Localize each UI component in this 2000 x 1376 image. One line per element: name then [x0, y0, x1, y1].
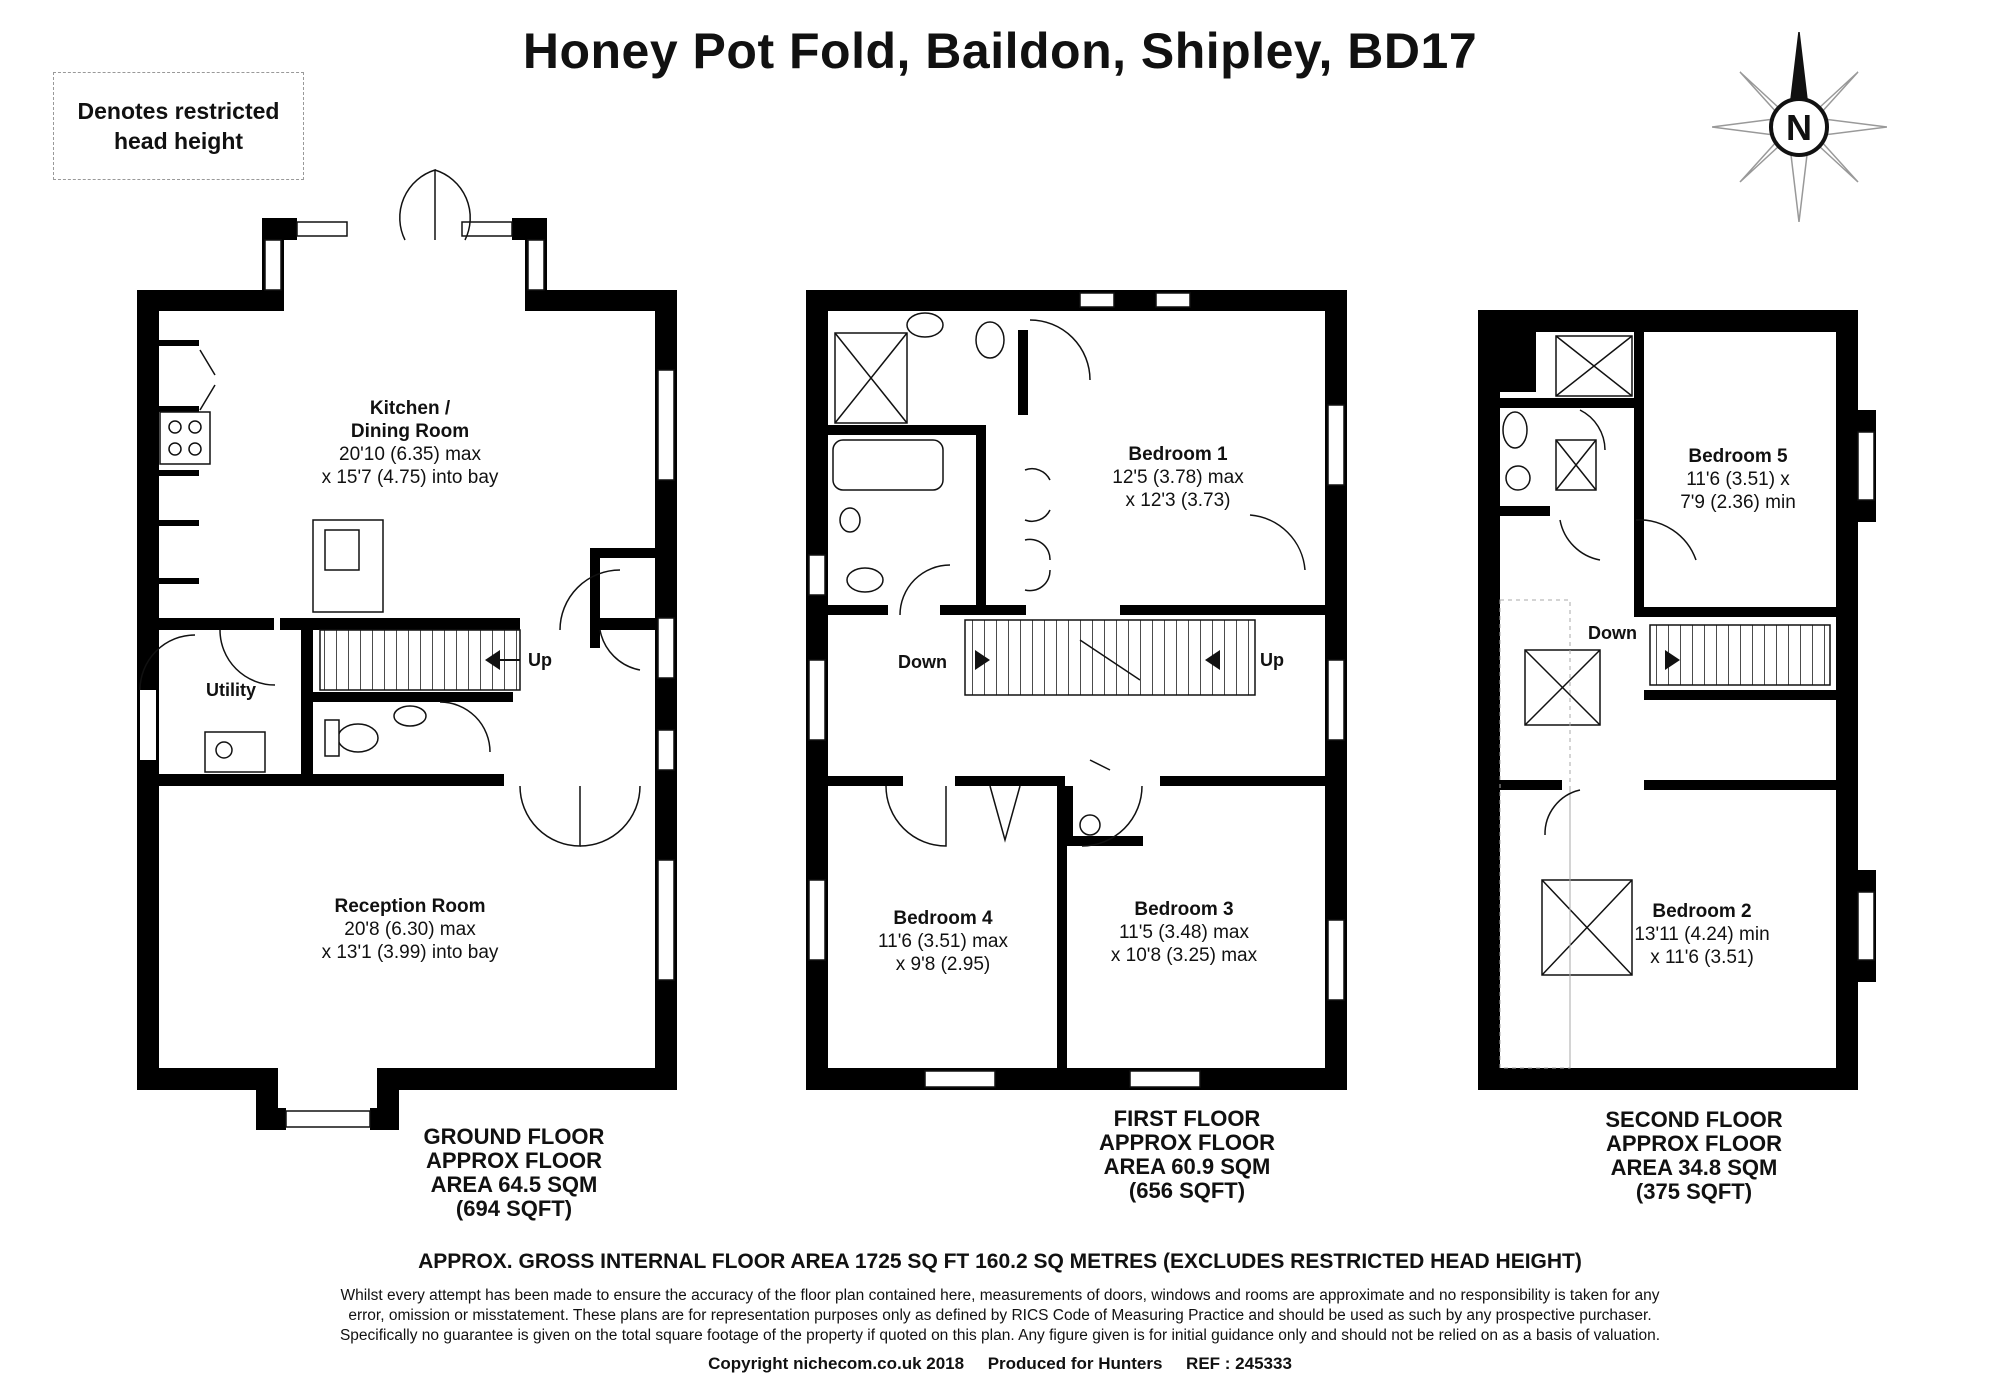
disclaimer: Whilst every attempt has been made to ensure the accuracy of the floor plan contained here, measurements of doors, windows and rooms are approximate and no responsibility is taken for any error, omission or misstatement. These plans are for representation purposes only as defined by RICS Code of Measuring Practice and should be used as such by any prospective purchaser. Specifically no guarantee is given on the total square footage of the property if quoted on this plan. Any figure given is for initial guidance only and should not be relied on as a basis of valuation.	[339, 1287, 1661, 1344]
first-floor-area: FIRST FLOOR APPROX FLOOR AREA 60.9 SQM (656 SQFT)	[1098, 1106, 1276, 1203]
stair-down-label: Down	[1588, 623, 1637, 643]
second-floor-area: SECOND FLOOR APPROX FLOOR AREA 34.8 SQM (375 SQFT)	[1605, 1107, 1783, 1204]
room-reception: Reception Room 20'8 (6.30) max x 13'1 (3.99) into bay	[321, 896, 499, 963]
legend-line-2: head height	[113, 128, 244, 154]
room-bedroom-2: Bedroom 2 13'11 (4.24) min x 11'6 (3.51)	[1634, 901, 1770, 968]
compass-north-label: N	[1786, 107, 1812, 148]
stair-down-label: Down	[898, 652, 947, 672]
room-kitchen-dining: Kitchen / Dining Room 20'10 (6.35) max x 15'7 (4.75) into bay	[321, 398, 499, 488]
room-bedroom-4: Bedroom 4 11'6 (3.51) max x 9'8 (2.95)	[877, 908, 1009, 975]
room-bedroom-1: Bedroom 1 12'5 (3.78) max x 12'3 (3.73)	[1112, 444, 1244, 511]
gross-floor-area: APPROX. GROSS INTERNAL FLOOR AREA 1725 SQ FT 160.2 SQ METRES (EXCLUDES RESTRICTED HEAD HEIGHT)	[418, 1250, 1582, 1273]
room-utility: Utility	[206, 680, 257, 700]
legend-line-1: Denotes restricted	[77, 98, 280, 124]
stair-up-label: Up	[528, 650, 552, 670]
ground-floor-area: GROUND FLOOR APPROX FLOOR AREA 64.5 SQM (694 SQFT)	[423, 1124, 605, 1221]
page-title: Honey Pot Fold, Baildon, Shipley, BD17	[522, 23, 1478, 79]
stair-up-label: Up	[1260, 650, 1284, 670]
room-bedroom-3: Bedroom 3 11'5 (3.48) max x 10'8 (3.25) max	[1110, 899, 1258, 966]
room-bedroom-5: Bedroom 5 11'6 (3.51) x 7'9 (2.36) min	[1680, 446, 1796, 513]
copyright: Copyright nichecom.co.uk 2018 Produced for Hunters REF : 245333	[708, 1354, 1292, 1373]
